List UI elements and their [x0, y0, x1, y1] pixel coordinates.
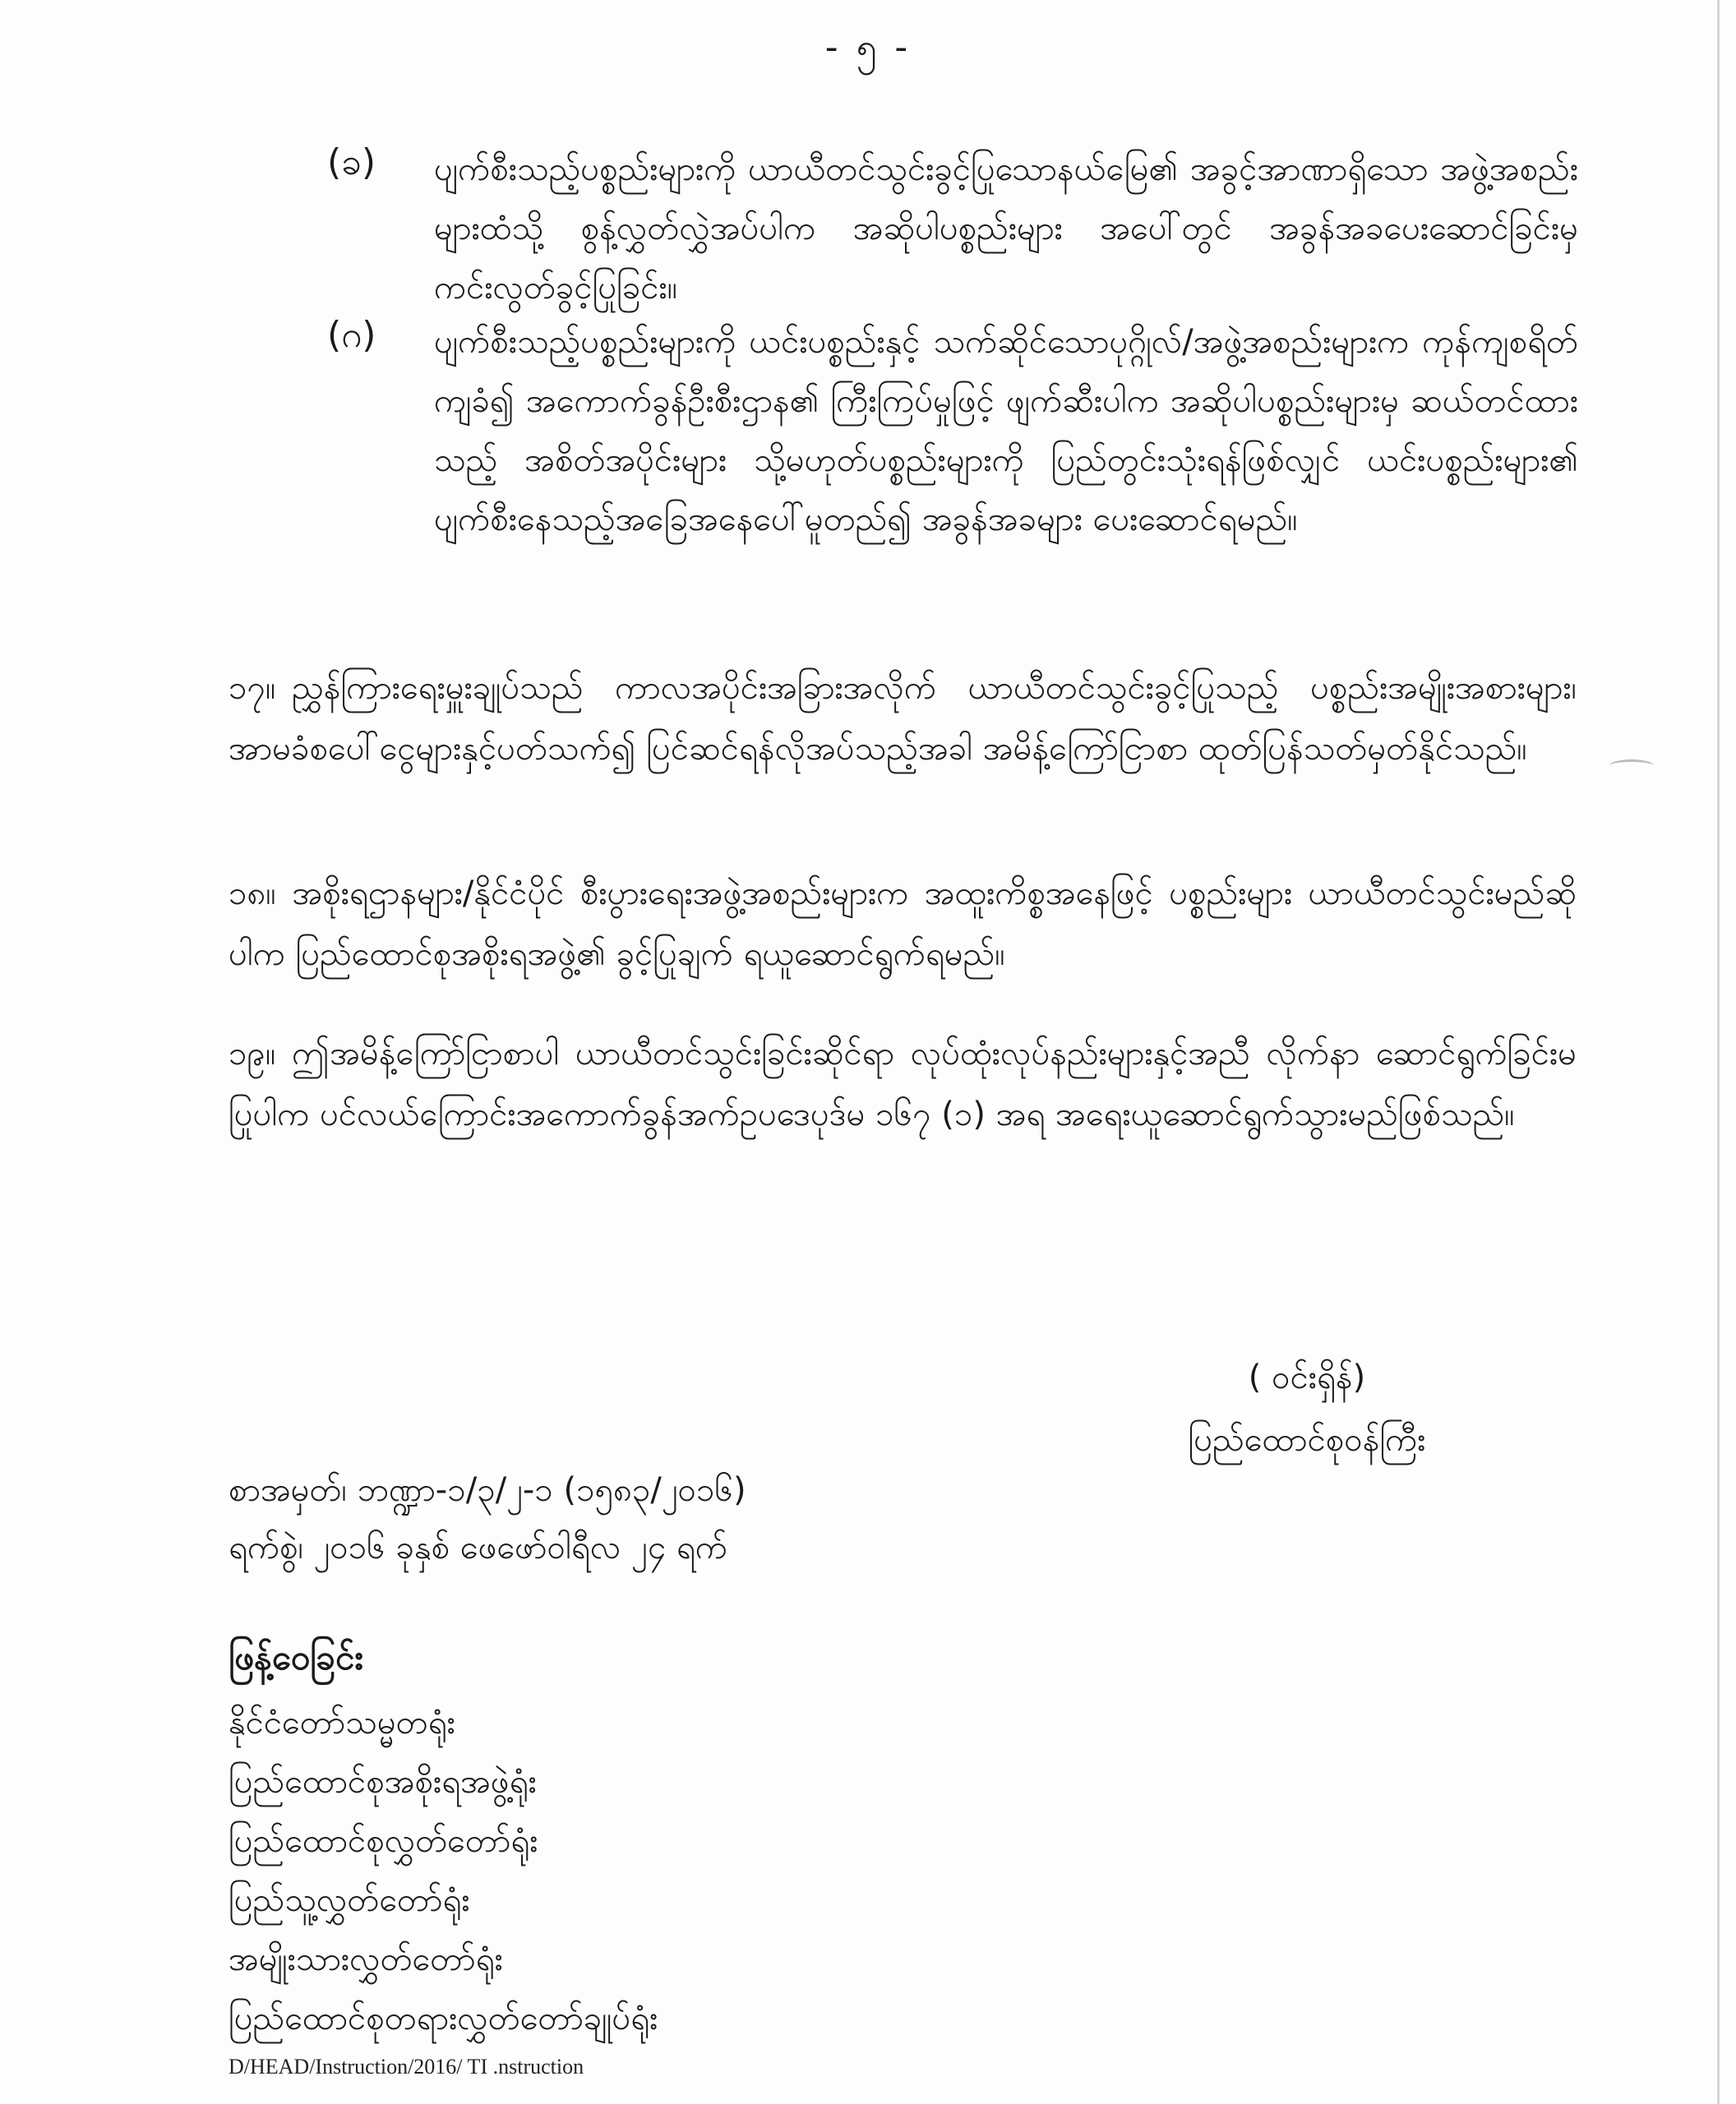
page-number: - ၅ -: [824, 26, 912, 68]
margin-pen-mark: [1609, 759, 1654, 772]
clause-kha: [329, 140, 1578, 317]
distribution-recipient: နိုင်ငံတော်သမ္မတရုံး: [229, 1704, 455, 1742]
clause-label: (ဂ): [327, 314, 376, 356]
distribution-list: [229, 1693, 658, 2048]
paragraph-18: [229, 863, 1577, 985]
paragraph-19: [229, 1023, 1577, 1145]
paragraph-number: ၁၉။: [229, 1035, 276, 1073]
signatory-title: ပြည်ထောင်စုဝန်ကြီး: [1188, 1421, 1426, 1459]
distribution-heading: ဖြန့်ဝေခြင်း: [229, 1637, 363, 1677]
reference-number: စာအမှတ်၊ ဘဏ္ဍာ-၁/၃/၂-၁ (၁၅၈၃/၂၀၁၆): [229, 1471, 746, 1509]
distribution-recipient: ပြည်ထောင်စုလွှတ်တော်ရုံး: [229, 1822, 538, 1860]
clause-text: ပျက်စီးသည့်ပစ္စည်းများကို ယာယီတင်သွင်းခွင့်ပြုသောနယ်မြေ၏ အခွင့်အာဏာရှိသော အဖွဲ့အစည်းများထံသို့ စွန့်လွှတ်လွှဲအပ်ပါက အဆိုပါပစ္စည်းများ အပေါ်တွင် အခွန်အခပေးဆောင်ခြင်းမှ ကင်းလွတ်ခွင့်ပြုခြင်း။: [434, 150, 1578, 307]
paragraph-17: [229, 658, 1577, 779]
clause-label: (ခ): [327, 141, 376, 183]
reference-date: ရက်စွဲ၊ ၂၀၁၆ ခုနှစ် ဖေဖော်ဝါရီလ ၂၄ ရက်: [229, 1529, 728, 1566]
distribution-recipient: အမျိုးသားလွှတ်တော်ရုံး: [229, 1940, 503, 1978]
distribution-recipient: ပြည်ထောင်စုတရားလွှတ်တော်ချုပ်ရုံး: [229, 2000, 658, 2037]
clause-text: ပျက်စီးသည့်ပစ္စည်းများကို ယင်းပစ္စည်းနှင့် သက်ဆိုင်သောပုဂ္ဂိုလ်/အဖွဲ့အစည်းများက ကုန်ကျစရိတ်ကျခံ၍ အကောက်ခွန်ဦးစီးဌာန၏ ကြီးကြပ်မှုဖြင့် ဖျက်ဆီးပါက အဆိုပါပစ္စည်းများမှ ဆယ်တင်ထားသည့် အစိတ်အပိုင်းများ သို့မဟုတ်ပစ္စည်းများကို ပြည်တွင်းသုံးရန်ဖြစ်လျှင် ယင်းပစ္စည်းများ၏ ပျက်စီးနေသည့်အခြေအနေပေါ်မူတည်၍ အခွန်အခများ ပေးဆောင်ရမည်။: [434, 323, 1578, 538]
clause-ga: [329, 312, 1578, 549]
scan-edge-line: [1717, 0, 1720, 2104]
signature-block: [1118, 1346, 1496, 1471]
paragraph-text: အစိုးရဌာနများ/နိုင်ငံပိုင် စီးပွားရေးအဖွဲ့အစည်းများက အထူးကိစ္စအနေဖြင့် ပစ္စည်းများ ယာယီတင်သွင်းမည်ဆိုပါက ပြည်ထောင်စုအစိုးရအဖွဲ့၏ ခွင့်ပြုချက် ရယူဆောင်ရွက်ရမည်။: [229, 874, 1577, 973]
paragraph-text: ညွှန်ကြားရေးမှူးချုပ်သည် ကာလအပိုင်းအခြားအလိုက် ယာယီတင်သွင်းခွင့်ပြုသည့် ပစ္စည်းအမျိုးအစားများ၊ အာမခံစပေါ်ငွေများနှင့်ပတ်သက်၍ ပြင်ဆင်ရန်လိုအပ်သည့်အခါ အမိန့်ကြော်ငြာစာ ထုတ်ပြန်သတ်မှတ်နိုင်သည်။: [229, 669, 1577, 768]
paragraph-number: ၁၈။: [229, 874, 276, 912]
paragraph-text: ဤအမိန့်ကြော်ငြာစာပါ ယာယီတင်သွင်းခြင်းဆိုင်ရာ လုပ်ထုံးလုပ်နည်းများနှင့်အညီ လိုက်နာ ဆောင်ရွက်ခြင်းမပြုပါက ပင်လယ်ကြောင်းအကောက်ခွန်အက်ဥပဒေပုဒ်မ ၁၆၇ (၁) အရ အရေးယူဆောင်ရွက်သွားမည်ဖြစ်သည်။: [229, 1035, 1577, 1133]
paragraph-number: ၁၇။: [229, 669, 276, 707]
footer-file-path: D/HEAD/Instruction/2016/ TI .nstruction: [229, 2055, 584, 2079]
distribution-recipient: ပြည်ထောင်စုအစိုးရအဖွဲ့ရုံး: [229, 1763, 537, 1801]
distribution-recipient: ပြည်သူ့လွှတ်တော်ရုံး: [229, 1881, 470, 1919]
signatory-name: ( ဝင်းရှိန်): [1248, 1359, 1366, 1396]
